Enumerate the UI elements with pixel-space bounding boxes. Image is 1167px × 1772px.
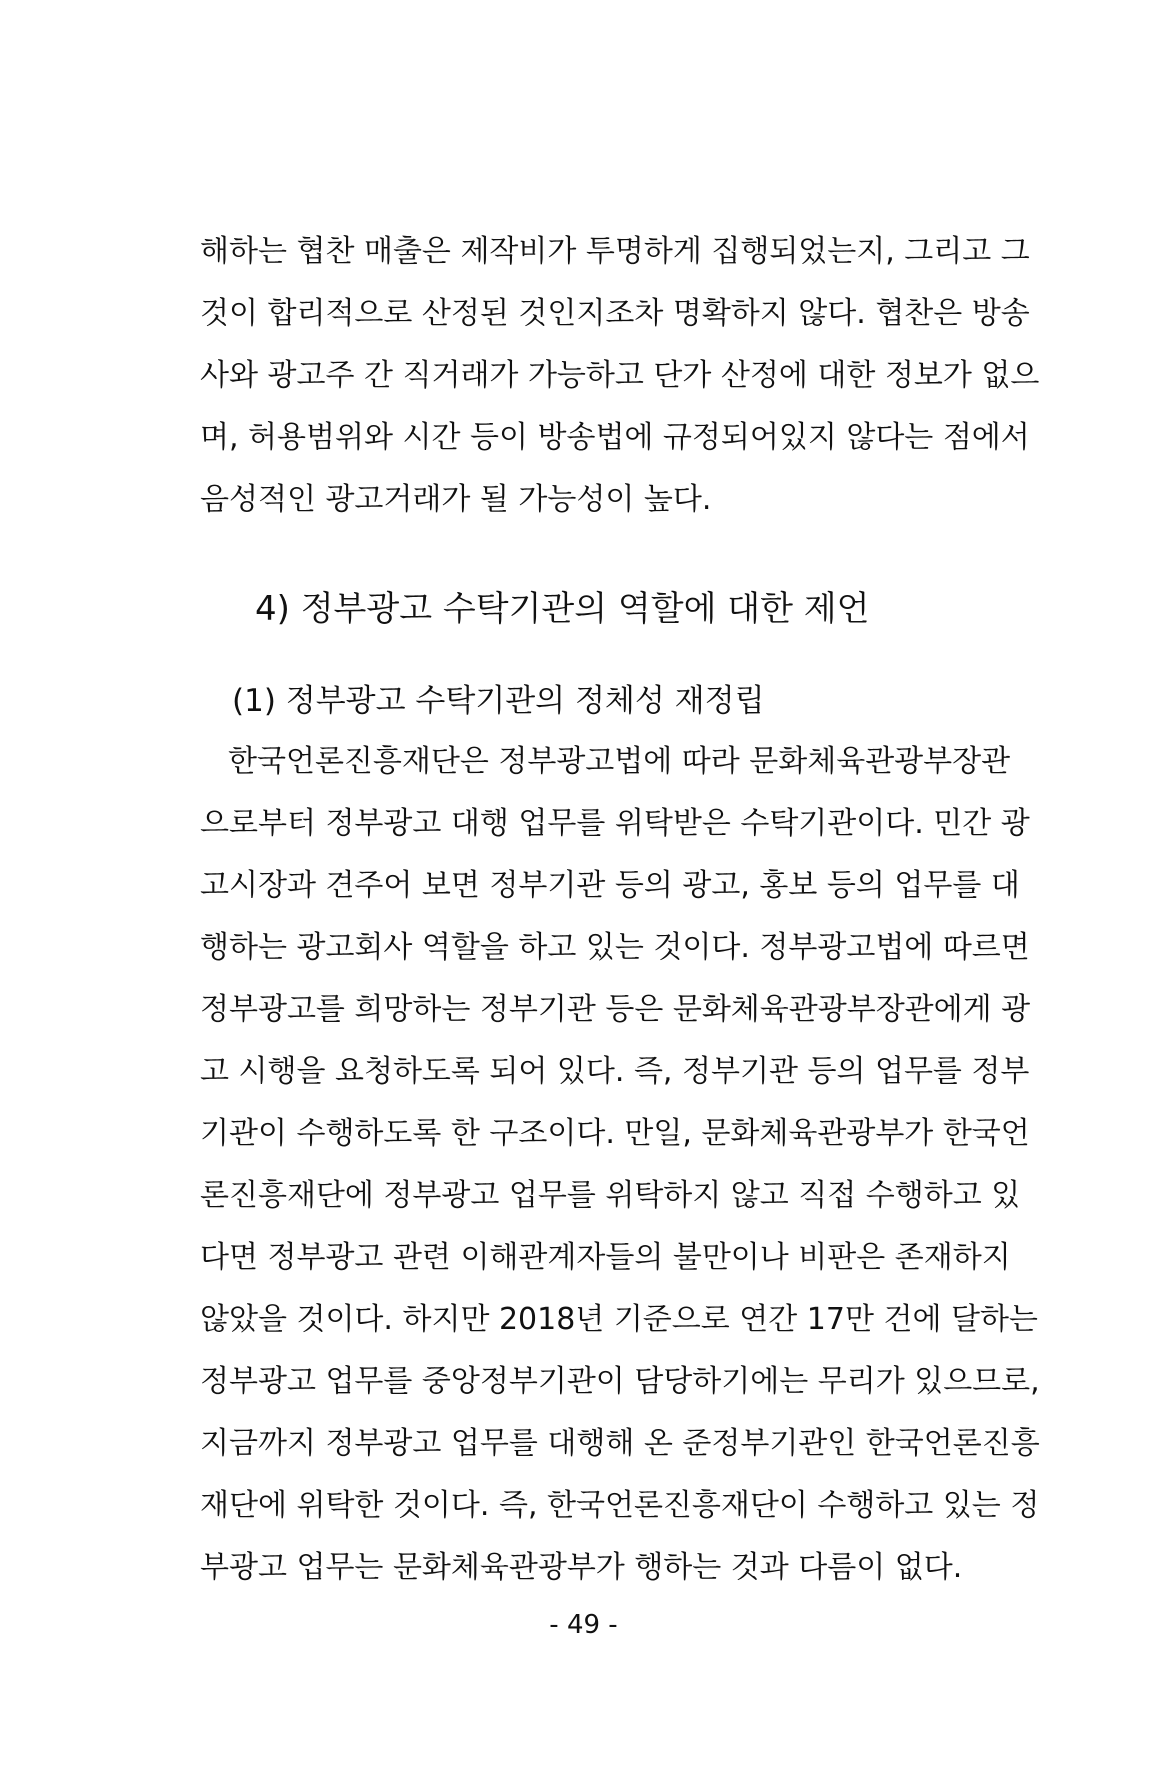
main-line-5: 정부광고를 희망하는 정부기관 등은 문화체육관광부장관에게 광 — [200, 992, 1031, 1027]
main-line-3: 고시장과 견주어 보면 정부기관 등의 광고, 홍보 등의 업무를 대 — [200, 868, 1020, 903]
intro-line-4: 며, 허용범위와 시간 등이 방송법에 규정되어있지 않다는 점에서 — [200, 420, 1030, 455]
intro-line-1: 해하는 협찬 매출은 제작비가 투명하게 집행되었는지, 그리고 그 — [200, 234, 1030, 269]
main-line-2: 으로부터 정부광고 대행 업무를 위탁받은 수탁기관이다. 민간 광 — [200, 806, 1030, 841]
main-line-7: 기관이 수행하도록 한 구조이다. 만일, 문화체육관광부가 한국언 — [200, 1116, 1030, 1151]
intro-line-2: 것이 합리적으로 산정된 것인지조차 명확하지 않다. 협찬은 방송 — [200, 296, 1030, 331]
main-line-14: 부광고 업무는 문화체육관광부가 행하는 것과 다름이 없다. — [200, 1550, 963, 1585]
section-heading: 4) 정부광고 수탁기관의 역할에 대한 제언 — [255, 589, 870, 629]
main-line-6: 고 시행을 요청하도록 되어 있다. 즉, 정부기관 등의 업무를 정부 — [200, 1054, 1030, 1089]
main-line-9: 다면 정부광고 관련 이해관계자들의 불만이나 비판은 존재하지 — [200, 1240, 1011, 1275]
intro-line-3: 사와 광고주 간 직거래가 가능하고 단가 산정에 대한 정보가 없으 — [200, 358, 1040, 393]
page-number: - 49 - — [549, 1610, 618, 1640]
subsection-heading: (1) 정부광고 수탁기관의 정체성 재정립 — [232, 683, 765, 719]
main-line-4: 행하는 광고회사 역할을 하고 있는 것이다. 정부광고법에 따르면 — [200, 930, 1030, 965]
main-line-12: 지금까지 정부광고 업무를 대행해 온 준정부기관인 한국언론진흥 — [200, 1426, 1040, 1461]
main-line-8: 론진흥재단에 정부광고 업무를 위탁하지 않고 직접 수행하고 있 — [200, 1178, 1021, 1213]
main-line-1: 한국언론진흥재단은 정부광고법에 따라 문화체육관광부장관 — [228, 744, 1011, 779]
main-line-13: 재단에 위탁한 것이다. 즉, 한국언론진흥재단이 수행하고 있는 정 — [200, 1488, 1040, 1523]
intro-line-5: 음성적인 광고거래가 될 가능성이 높다. — [200, 482, 712, 517]
main-line-11: 정부광고 업무를 중앙정부기관이 담당하기에는 무리가 있으므로, — [200, 1364, 1040, 1399]
main-line-10: 않았을 것이다. 하지만 2018년 기준으로 연간 17만 건에 달하는 — [200, 1302, 1038, 1337]
